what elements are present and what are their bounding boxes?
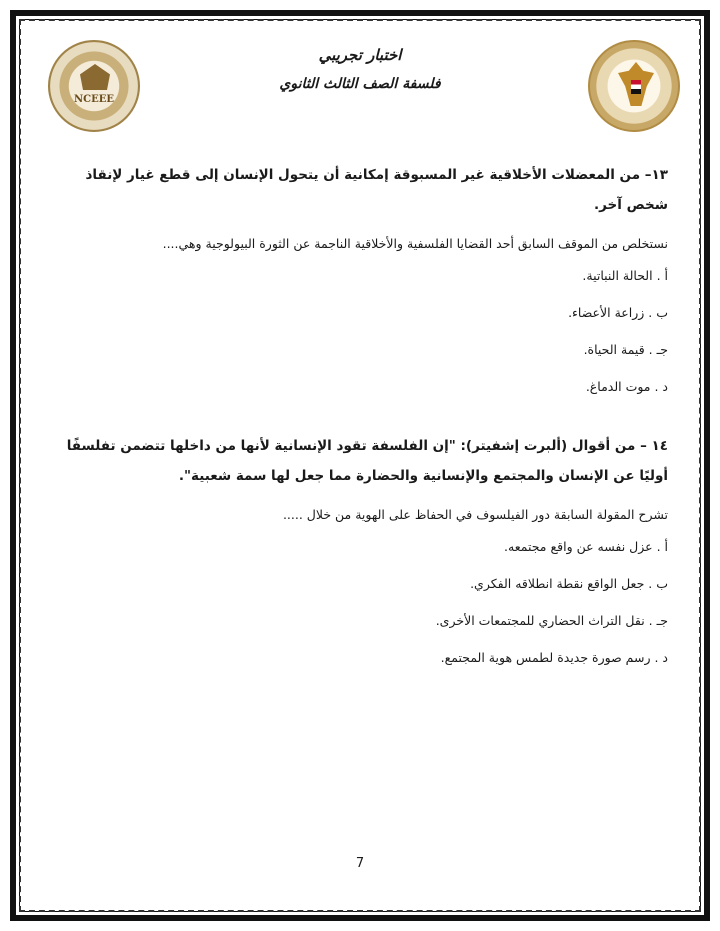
- nceee-seal-icon: [80, 64, 110, 90]
- option-a[interactable]: أ . الحالة النباتية.: [582, 268, 668, 283]
- option-d[interactable]: د . رسم صورة جديدة لطمس هوية المجتمع.: [440, 650, 668, 665]
- option-c[interactable]: جـ . قيمة الحياة.: [583, 342, 668, 357]
- option-d[interactable]: د . موت الدماغ.: [585, 379, 668, 394]
- exam-title: اختبار تجريبي: [318, 46, 402, 64]
- question-title: ١٣– من المعضلات الأخلاقية غير المسبوقة إمكانية أن يتحول الإنسان إلى قطع غيار لإنقاذ شخص آخر.: [85, 167, 668, 213]
- option-c[interactable]: جـ . نقل التراث الحضاري للمجتمعات الأخرى.: [435, 613, 668, 628]
- question-stem: نستخلص من الموقف السابق أحد القضايا الفلسفية والأخلاقية الناجمة عن الثورة البيولوجية وهي....: [162, 236, 668, 251]
- option-a[interactable]: أ . عزل نفسه عن واقع مجتمعه.: [504, 539, 668, 554]
- exam-subtitle: فلسفة الصف الثالث الثانوي: [279, 76, 441, 92]
- questions-content: [52, 160, 668, 685]
- question-title: ١٤ – من أقوال (ألبرت إشفيتر): "إن الفلسفة تقود الإنسانية لأنها من داخلها تتضمن تفلسفًا أوليًا عن الإنسان والمجتمع والإنسانية والحضارة مما جعل لها سمة شعبية".: [66, 438, 668, 484]
- page-header: [40, 40, 680, 160]
- page-number: 7: [355, 856, 365, 871]
- question-13: [52, 160, 668, 397]
- question-stem: تشرح المقولة السابقة دور الفيلسوف في الحفاظ على الهوية من خلال .....: [282, 507, 668, 522]
- ministry-logo: [588, 40, 680, 132]
- eagle-shield-icon: [631, 80, 641, 94]
- option-b[interactable]: ب . جعل الواقع نقطة انطلاقه الفكري.: [470, 576, 668, 591]
- option-b[interactable]: ب . زراعة الأعضاء.: [568, 305, 668, 320]
- nceee-logo: [48, 40, 140, 132]
- nceee-logo-text: NCEEE: [74, 94, 114, 105]
- question-14: [52, 431, 668, 668]
